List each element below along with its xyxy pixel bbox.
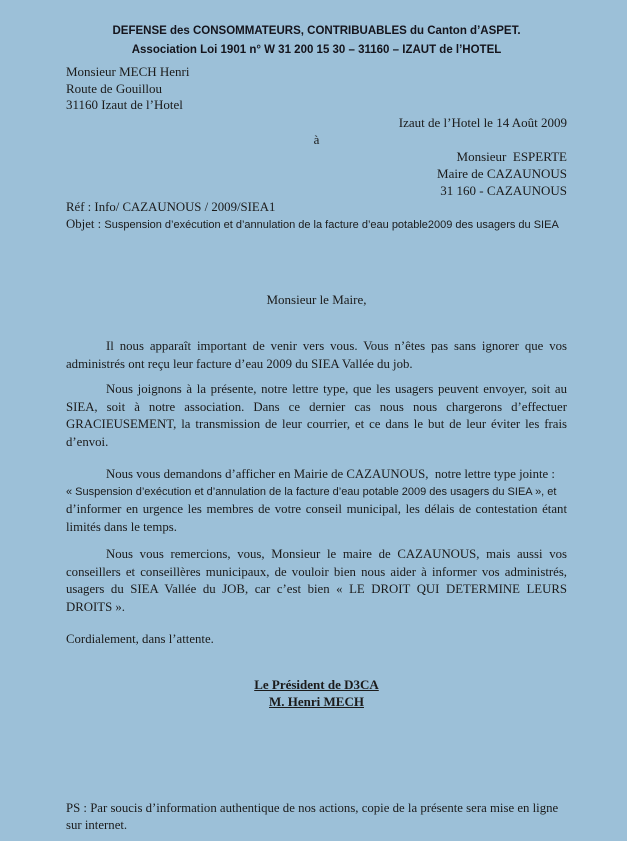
postscript: PS : Par soucis d’information authentique de nos actions, copie de la présente sera mise en ligne sur internet.	[66, 800, 562, 832]
association-header-line1: DEFENSE des CONSOMMATEURS, CONTRIBUABLES du Canton d’ASPET.	[112, 25, 521, 37]
paragraph-3-continuation: d’informer en urgence les membres de votre conseil municipal, les délais de contestation étant limités dans le temps.	[66, 502, 574, 534]
association-header-line2: Association Loi 1901 n° W 31 200 15 30 – 31160 – IZAUT de l’HOTEL	[131, 44, 502, 56]
paragraph-3-line1: Nous vous demandons d’afficher en Mairie de CAZAUNOUS, notre lettre type jointe :	[106, 467, 555, 481]
to-particle: à	[313, 131, 320, 147]
signature-block	[66, 676, 567, 710]
sender-city: 31160 Izaut de l’Hotel	[66, 97, 183, 112]
paragraph-1: Il nous apparaît important de venir vers vous. Vous n’êtes pas sans ignorer que vos administrés ont reçu leur facture d’eau 2009 du SIEA Vallée du job.	[66, 339, 571, 371]
closing-line: Cordialement, dans l’attente.	[66, 632, 214, 646]
sender-street: Route de Gouillou	[66, 80, 163, 96]
dateline: Izaut de l’Hotel le 14 Août 2009	[398, 114, 567, 130]
signature-title: Le Président de D3CA	[254, 676, 379, 692]
paragraph-3	[66, 466, 574, 536]
sender-name: Monsieur MECH Henri	[66, 64, 190, 79]
signature-name: M. Henri MECH	[269, 693, 364, 709]
paragraph-4: Nous vous remercions, vous, Monsieur le maire de CAZAUNOUS, mais aussi vos conseillers et conseillères municipaux, de vouloir bien nous aider à informer vos administrés, usagers du SIEA Vallée du JOB, car c’est bien « LE DROIT QUI DETERMINE LEURS DROITS ».	[66, 547, 571, 614]
recipient-name: Monsieur ESPERTE	[456, 148, 567, 164]
recipient-city: 31 160 - CAZAUNOUS	[440, 182, 567, 198]
paragraph-3-quoted-title: « Suspension d’exécution et d’annulation de la facture d’eau potable 2009 des usagers du SIEA », et	[66, 485, 557, 498]
recipient-title: Maire de CAZAUNOUS	[437, 165, 567, 181]
recipient-address-block	[66, 148, 567, 199]
association-header	[66, 22, 567, 60]
subject-label: Objet :	[66, 216, 105, 231]
paragraph-2: Nous joignons à la présente, notre lettre type, que les usagers peuvent envoyer, soit au SIEA, soit à notre association. Dans ce dernier cas nous nous chargerons d’effectuer GRACIEUSEMENT, la transmission de leur courrier, et ce dans le but de leur éviter les frais d’envoi.	[66, 382, 571, 449]
reference-line: Réf : Info/ CAZAUNOUS / 2009/SIEA1	[66, 199, 276, 214]
salutation: Monsieur le Maire,	[266, 291, 367, 307]
sender-address-block	[66, 64, 567, 114]
subject-line	[66, 216, 567, 234]
subject-text: Suspension d’exécution et d’annulation de la facture d’eau potable2009 des usagers du SIEA	[104, 218, 559, 231]
